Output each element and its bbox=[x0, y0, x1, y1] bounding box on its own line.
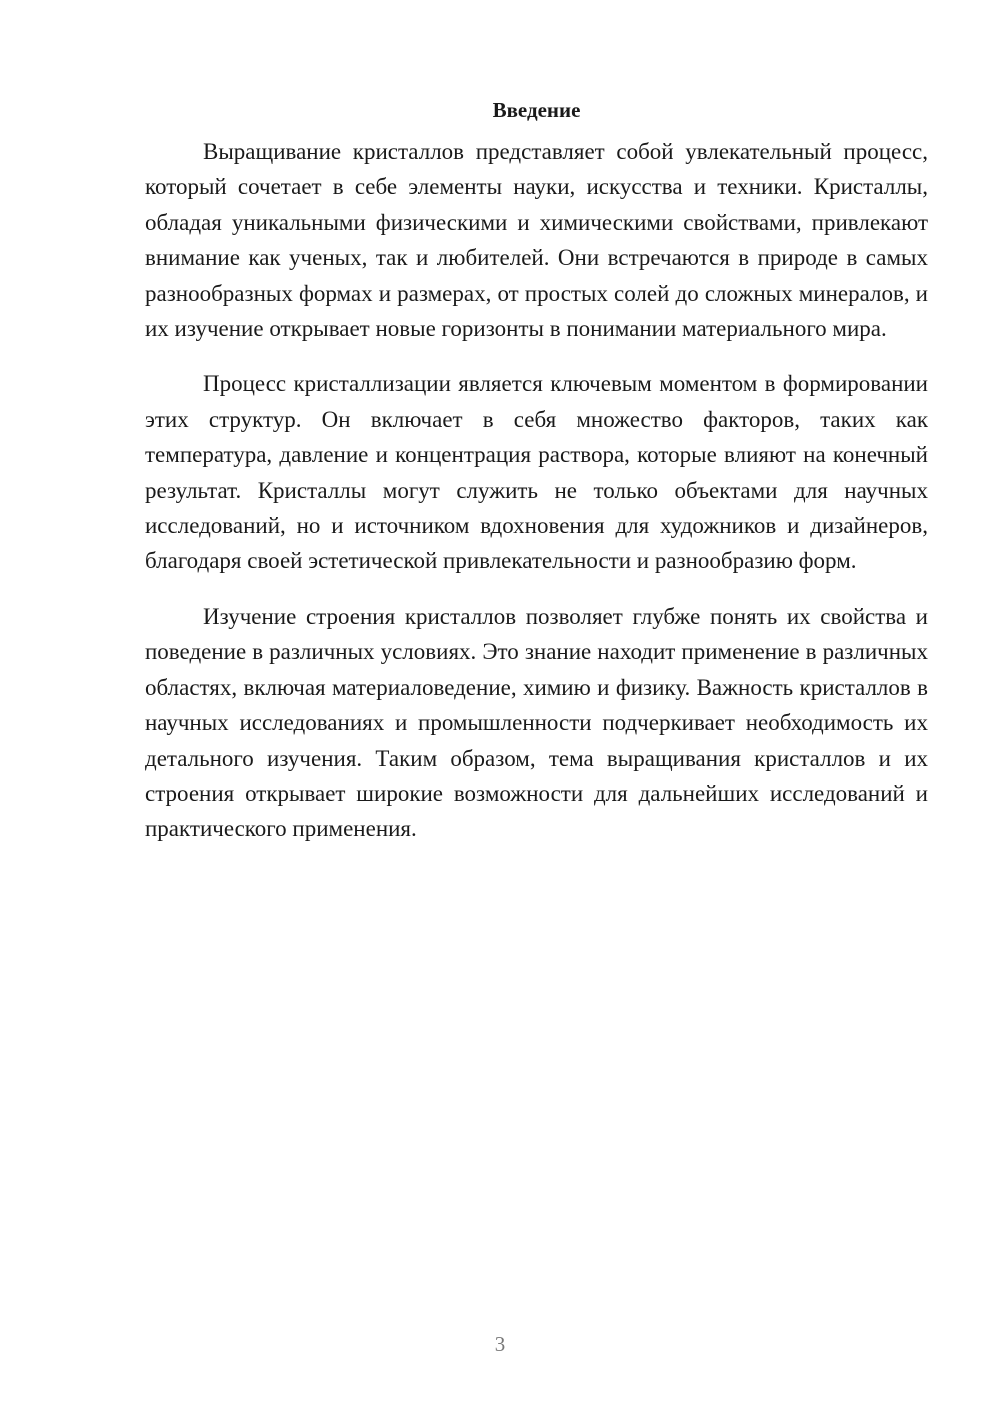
page-content bbox=[145, 92, 928, 867]
page-number: 3 bbox=[494, 1332, 506, 1356]
paragraph-1: Выращивание кристаллов представляет собой увлекательный процесс, который сочетает в себе элементы науки, искусства и техники. Кристаллы, обладая уникальными физическими и химическими свойствами, привлекают внимание как ученых, так и любителей. Они встречаются в природе в самых разнообразных формах и размерах, от простых солей до сложных минералов, и их изучение открывает новые горизонты в понимании материального мира. bbox=[145, 139, 928, 342]
section-heading: Введение bbox=[492, 98, 581, 122]
paragraph-3: Изучение строения кристаллов позволяет глубже понять их свойства и поведение в различных условиях. Это знание находит применение в различных областях, включая материаловедение, химию и физику. Важность кристаллов в научных исследованиях и промышленности подчеркивает необходимость их детального изучения. Таким образом, тема выращивания кристаллов и их строения открывает широкие возможности для дальнейших исследований и практического применения. bbox=[145, 603, 928, 842]
paragraph-2: Процесс кристаллизации является ключевым моментом в формировании этих структур. Он включает в себя множество факторов, таких как температура, давление и концентрация раствора, которые влияют на конечный результат. Кристаллы могут служить не только объектами для научных исследований, но и источником вдохновения для художников и дизайнеров, благодаря своей эстетической привлекательности и разнообразию форм. bbox=[145, 371, 928, 574]
